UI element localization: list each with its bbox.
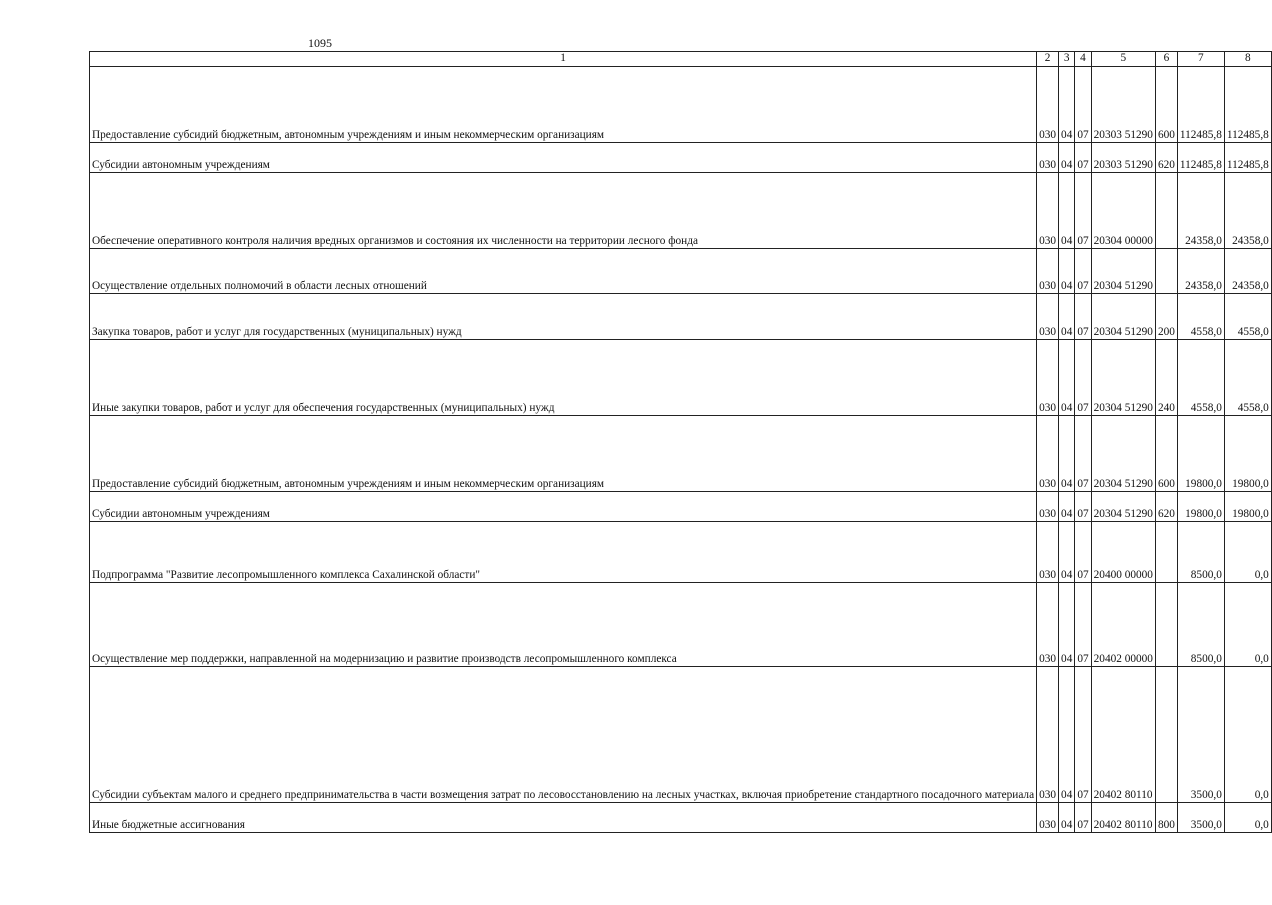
- target-article-code: 20304 51290: [1091, 294, 1155, 340]
- header-cell: 6: [1155, 52, 1177, 67]
- amount-col8: 112485,8: [1224, 67, 1271, 143]
- row-name: Предоставление субсидий бюджетным, автономным учреждениям и иным некоммерческим организациям: [90, 67, 1037, 143]
- section-code: 04: [1059, 67, 1075, 143]
- amount-col7: 112485,8: [1177, 67, 1224, 143]
- section-code: 04: [1059, 249, 1075, 294]
- row-name: Субсидии автономным учреждениям: [90, 143, 1037, 173]
- table-row: [90, 416, 1272, 492]
- expense-type-code: [1155, 667, 1177, 803]
- amount-col7: 3500,0: [1177, 803, 1224, 833]
- page-number: 1095: [308, 36, 332, 50]
- amount-col8: 0,0: [1224, 667, 1271, 803]
- target-article-code: 20304 51290: [1091, 416, 1155, 492]
- table-row: [90, 143, 1272, 173]
- section-code: 04: [1059, 522, 1075, 583]
- expense-type-code: [1155, 583, 1177, 667]
- grbs-code: 030: [1037, 340, 1059, 416]
- target-article-code: 20400 00000: [1091, 522, 1155, 583]
- amount-col8: 0,0: [1224, 522, 1271, 583]
- subsection-code: 07: [1075, 143, 1091, 173]
- amount-col8: 19800,0: [1224, 416, 1271, 492]
- subsection-code: 07: [1075, 67, 1091, 143]
- budget-table: [89, 51, 1272, 833]
- amount-col7: 19800,0: [1177, 492, 1224, 522]
- table-body: [90, 67, 1272, 833]
- amount-col7: 24358,0: [1177, 249, 1224, 294]
- amount-col7: 4558,0: [1177, 340, 1224, 416]
- grbs-code: 030: [1037, 803, 1059, 833]
- row-name: Субсидии автономным учреждениям: [90, 492, 1037, 522]
- expense-type-code: 620: [1155, 143, 1177, 173]
- section-code: 04: [1059, 294, 1075, 340]
- amount-col8: 19800,0: [1224, 492, 1271, 522]
- table-row: [90, 294, 1272, 340]
- grbs-code: 030: [1037, 143, 1059, 173]
- amount-col8: 4558,0: [1224, 294, 1271, 340]
- expense-type-code: [1155, 249, 1177, 294]
- amount-col8: 112485,8: [1224, 143, 1271, 173]
- row-name: Предоставление субсидий бюджетным, автономным учреждениям и иным некоммерческим организациям: [90, 416, 1037, 492]
- row-name: Закупка товаров, работ и услуг для государственных (муниципальных) нужд: [90, 294, 1037, 340]
- amount-col7: 8500,0: [1177, 522, 1224, 583]
- amount-col7: 8500,0: [1177, 583, 1224, 667]
- section-code: 04: [1059, 492, 1075, 522]
- table-row: [90, 67, 1272, 143]
- table-row: [90, 522, 1272, 583]
- row-name: Осуществление мер поддержки, направленной на модернизацию и развитие производств лесопромышленного комплекса: [90, 583, 1037, 667]
- subsection-code: 07: [1075, 492, 1091, 522]
- grbs-code: 030: [1037, 67, 1059, 143]
- header-cell: 8: [1224, 52, 1271, 67]
- expense-type-code: [1155, 173, 1177, 249]
- amount-col7: 3500,0: [1177, 667, 1224, 803]
- section-code: 04: [1059, 803, 1075, 833]
- section-code: 04: [1059, 173, 1075, 249]
- expense-type-code: 620: [1155, 492, 1177, 522]
- header-row: [90, 52, 1272, 67]
- amount-col8: 4558,0: [1224, 340, 1271, 416]
- header-cell: 5: [1091, 52, 1155, 67]
- table-row: [90, 583, 1272, 667]
- row-name: Осуществление отдельных полномочий в области лесных отношений: [90, 249, 1037, 294]
- amount-col7: 19800,0: [1177, 416, 1224, 492]
- amount-col7: 24358,0: [1177, 173, 1224, 249]
- section-code: 04: [1059, 667, 1075, 803]
- table-row: [90, 340, 1272, 416]
- target-article-code: 20304 00000: [1091, 173, 1155, 249]
- header-cell: 4: [1075, 52, 1091, 67]
- grbs-code: 030: [1037, 522, 1059, 583]
- grbs-code: 030: [1037, 492, 1059, 522]
- target-article-code: 20303 51290: [1091, 143, 1155, 173]
- subsection-code: 07: [1075, 522, 1091, 583]
- expense-type-code: 600: [1155, 67, 1177, 143]
- amount-col8: 0,0: [1224, 803, 1271, 833]
- target-article-code: 20402 80110: [1091, 803, 1155, 833]
- subsection-code: 07: [1075, 249, 1091, 294]
- header-cell: 7: [1177, 52, 1224, 67]
- grbs-code: 030: [1037, 416, 1059, 492]
- grbs-code: 030: [1037, 667, 1059, 803]
- amount-col8: 24358,0: [1224, 249, 1271, 294]
- expense-type-code: 240: [1155, 340, 1177, 416]
- grbs-code: 030: [1037, 249, 1059, 294]
- amount-col8: 24358,0: [1224, 173, 1271, 249]
- expense-type-code: 800: [1155, 803, 1177, 833]
- subsection-code: 07: [1075, 583, 1091, 667]
- subsection-code: 07: [1075, 667, 1091, 803]
- table-row: [90, 803, 1272, 833]
- target-article-code: 20304 51290: [1091, 249, 1155, 294]
- subsection-code: 07: [1075, 294, 1091, 340]
- expense-type-code: 200: [1155, 294, 1177, 340]
- table-row: [90, 249, 1272, 294]
- row-name: Иные бюджетные ассигнования: [90, 803, 1037, 833]
- header-cell: 3: [1059, 52, 1075, 67]
- table-row: [90, 667, 1272, 803]
- section-code: 04: [1059, 583, 1075, 667]
- amount-col7: 4558,0: [1177, 294, 1224, 340]
- grbs-code: 030: [1037, 173, 1059, 249]
- grbs-code: 030: [1037, 583, 1059, 667]
- row-name: Обеспечение оперативного контроля наличия вредных организмов и состояния их численности на территории лесного фонда: [90, 173, 1037, 249]
- table-row: [90, 173, 1272, 249]
- target-article-code: 20402 80110: [1091, 667, 1155, 803]
- target-article-code: 20303 51290: [1091, 67, 1155, 143]
- subsection-code: 07: [1075, 173, 1091, 249]
- subsection-code: 07: [1075, 416, 1091, 492]
- amount-col8: 0,0: [1224, 583, 1271, 667]
- header-cell: 2: [1037, 52, 1059, 67]
- grbs-code: 030: [1037, 294, 1059, 340]
- row-name: Субсидии субъектам малого и среднего предпринимательства в части возмещения затрат по лесовосстановлению на лесных участках, включая приобретение стандартного посадочного материала: [90, 667, 1037, 803]
- row-name: Подпрограмма "Развитие лесопромышленного комплекса Сахалинской области": [90, 522, 1037, 583]
- subsection-code: 07: [1075, 340, 1091, 416]
- amount-col7: 112485,8: [1177, 143, 1224, 173]
- expense-type-code: 600: [1155, 416, 1177, 492]
- target-article-code: 20304 51290: [1091, 492, 1155, 522]
- subsection-code: 07: [1075, 803, 1091, 833]
- header-cell: 1: [90, 52, 1037, 67]
- table-row: [90, 492, 1272, 522]
- section-code: 04: [1059, 416, 1075, 492]
- section-code: 04: [1059, 340, 1075, 416]
- target-article-code: 20402 00000: [1091, 583, 1155, 667]
- row-name: Иные закупки товаров, работ и услуг для обеспечения государственных (муниципальных) нужд: [90, 340, 1037, 416]
- target-article-code: 20304 51290: [1091, 340, 1155, 416]
- section-code: 04: [1059, 143, 1075, 173]
- expense-type-code: [1155, 522, 1177, 583]
